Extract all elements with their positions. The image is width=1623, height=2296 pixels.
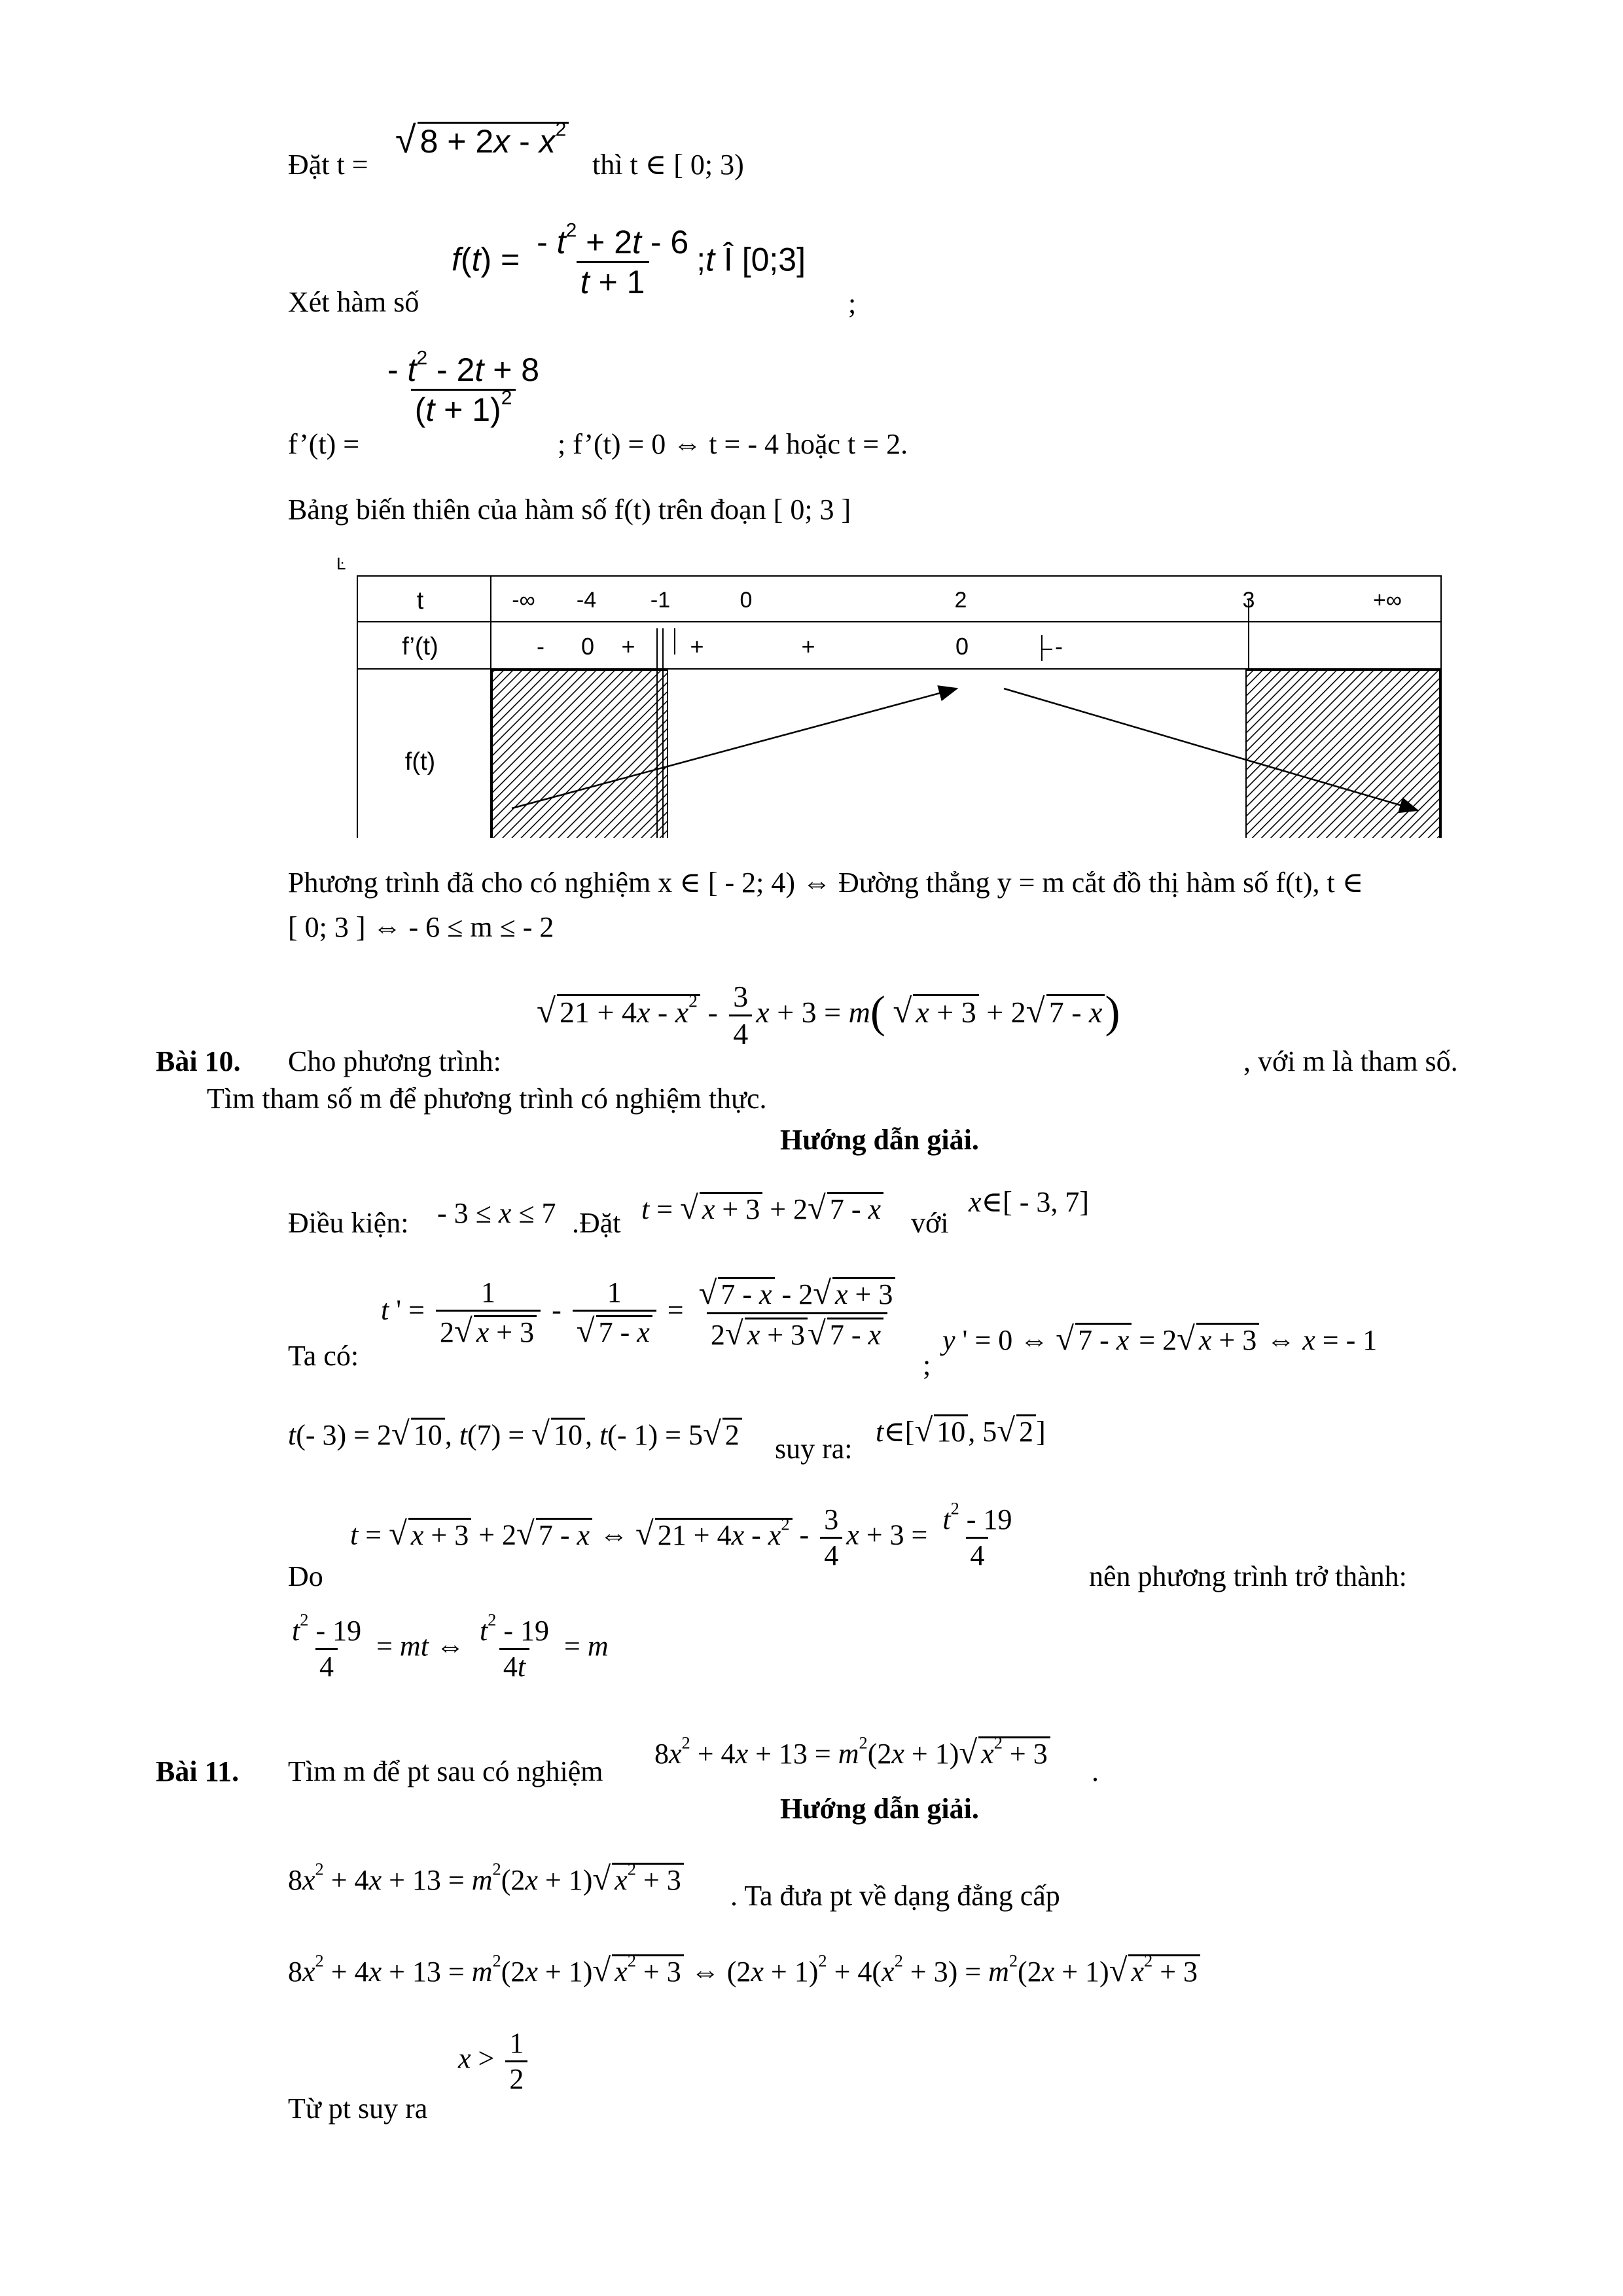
- t-value-neg-inf: -∞: [512, 588, 535, 613]
- conclusion-line-1: Phương trình đã cho có nghiệm x ∈ [ - 2; 4) ⇔ Đường thẳng y = m cắt đồ thị hàm số f(t), t ∈: [288, 867, 1364, 899]
- fprime-sign-plus-2: +: [690, 633, 704, 660]
- tro-thanh-text: nên phương trình trở thành:: [1089, 1560, 1407, 1592]
- bai11-dot: .: [1092, 1755, 1099, 1787]
- x-condition-formula: x > $\frac{1}{2}$: [458, 2029, 531, 2094]
- t-value-3: 3: [1242, 588, 1255, 613]
- xet-ham-so-text: Xét hàm số: [288, 286, 419, 318]
- tu-pt-suy-ra-text: Từ pt suy ra: [288, 2092, 428, 2125]
- t-range-formula: t∈[√ 10, 5√ 2]: [876, 1412, 1046, 1448]
- y-prime-zero-formula: y ' = 0 ⇔ √ 7 - x = 2√ x + 3 ⇔ x = - 1: [942, 1320, 1378, 1357]
- t-range-text: thì t ∈ [ 0; 3): [592, 149, 744, 181]
- bai11-intro: Tìm m để pt sau có nghiệm: [288, 1755, 603, 1787]
- do-label: Do: [288, 1560, 323, 1592]
- bai10-guide-heading: Hướng dẫn giải.: [780, 1124, 979, 1156]
- t-value-neg4: -4: [576, 588, 597, 613]
- fprime-zero-at-neg4: 0: [580, 633, 595, 660]
- fprime-sign-minus: -: [537, 633, 544, 660]
- f-prime-fraction: $\frac{- t^2 - 2t + 8}{(t + 1)^2}$: [387, 347, 540, 428]
- t-derivative-formula: t ' = $\frac{1}{2√ x + 3}$ - $\frac{1}{√ 7 - x}$ = $\frac{√ 7 - x - 2√ x + 3}{2√ x + 3√ 7 - x}$: [381, 1276, 903, 1350]
- conclusion-line-2: [ 0; 3 ] ⇔ - 6 ≤ m ≤ - 2: [288, 911, 554, 943]
- variation-table: [327, 550, 1453, 838]
- t-value-2: 2: [954, 588, 967, 613]
- t-value-neg1: -1: [650, 588, 671, 613]
- t-definition-formula: √ $8 + 2x - x^2$: [395, 122, 569, 160]
- bai10-label: Bài 10.: [156, 1045, 241, 1077]
- bai10-equation: √ $21 + 4x - x^2$ - $\frac{3}{4}$ x + 3 = m( √ x + 3 + 2√ 7 - x): [537, 980, 1120, 1050]
- dieu-kien-label: Điều kiện:: [288, 1207, 409, 1239]
- dat-label: .Đặt: [572, 1207, 621, 1239]
- t-substitution-formula: t = √ x + 3 + 2√ 7 - x: [641, 1191, 883, 1225]
- f-t-formula: f(t) = $\frac{- t^2 + 2t - 6}{t + 1}$ ;t Î [0;3]: [452, 219, 806, 300]
- f-prime-label: f’(t) =: [288, 428, 360, 460]
- bai11-guide-heading: Hướng dẫn giải.: [780, 1793, 979, 1825]
- f-prime-zero-text: ; f’(t) = 0 ⇔ t = - 4 hoặc t = 2.: [558, 428, 908, 460]
- suy-ra-label: suy ra:: [775, 1433, 853, 1465]
- bai10-task: Tìm tham số m để phương trình có nghiệm thực.: [207, 1083, 767, 1115]
- bai10-relation-formula: t = √ x + 3 + 2√ 7 - x ⇔ √ $21 + 4x - x^2$ - $\frac{3}{4}$ x + 3 = $\frac{t^2 - 19}{4}$: [350, 1498, 1012, 1571]
- bai10-param-text: , với m là tham số.: [1243, 1045, 1458, 1077]
- bai10-reduced-equation: $\frac{t^2 - 19}{4}$ = mt ⇔ $\frac{t^2 - 19}{4t}$ = m: [292, 1609, 609, 1683]
- fprime-sign-plus-1: +: [621, 633, 635, 660]
- bai11-equation: $8x^2 + 4x + 13 = m^2(2x + 1)√$ $x^2 + 3$: [654, 1736, 1050, 1769]
- dieu-kien-formula: - 3 ≤ x ≤ 7: [437, 1197, 556, 1229]
- t-endpoint-values: t(- 3) = 2√ 10, t(7) = √ 10, t(- 1) = 5√ 2: [288, 1417, 742, 1450]
- bai10-intro: Cho phương trình:: [288, 1045, 501, 1077]
- hatched-region-left: [492, 670, 668, 838]
- fprime-zero-at-2: 0: [955, 633, 969, 660]
- fprime-sign-minus-2: -: [1055, 633, 1063, 660]
- bai11-label: Bài 11.: [156, 1755, 240, 1787]
- row-label-fprime: f’(t): [402, 633, 438, 660]
- t-value-pos-inf: +∞: [1372, 588, 1402, 613]
- semicolon-2: ;: [923, 1349, 931, 1381]
- hatched-region-right: [1246, 670, 1440, 838]
- dat-t-text: Đặt t =: [288, 149, 368, 181]
- row-label-f: f(t): [404, 748, 436, 776]
- x-domain-formula: x∈[ - 3, 7]: [969, 1186, 1090, 1218]
- ta-co-label: Ta có:: [288, 1340, 359, 1372]
- fprime-sign-plus-3: +: [801, 633, 815, 660]
- svg-text:Ŀ: Ŀ: [336, 554, 346, 573]
- dang-cap-text: . Ta đưa pt về dạng đẳng cấp: [730, 1880, 1060, 1912]
- bai11-homogeneous-form: $8x^2 + 4x + 13 = m^2(2x + 1)√$ $x^2 + 3$ ⇔ $(2x + 1)^2 + 4(x^2 + 3) = m^2(2x + 1)√$ $x^2 + 3$: [288, 1954, 1200, 1987]
- voi-label: với: [911, 1207, 949, 1239]
- row-label-t: t: [416, 587, 424, 615]
- bai11-equation-restated: $8x^2 + 4x + 13 = m^2(2x + 1)√$ $x^2 + 3$: [288, 1862, 684, 1895]
- t-value-0: 0: [740, 588, 753, 613]
- bang-bien-thien-caption: Bảng biến thiên của hàm số f(t) trên đoạn [ 0; 3 ]: [288, 493, 851, 526]
- semicolon-1: ;: [848, 287, 857, 319]
